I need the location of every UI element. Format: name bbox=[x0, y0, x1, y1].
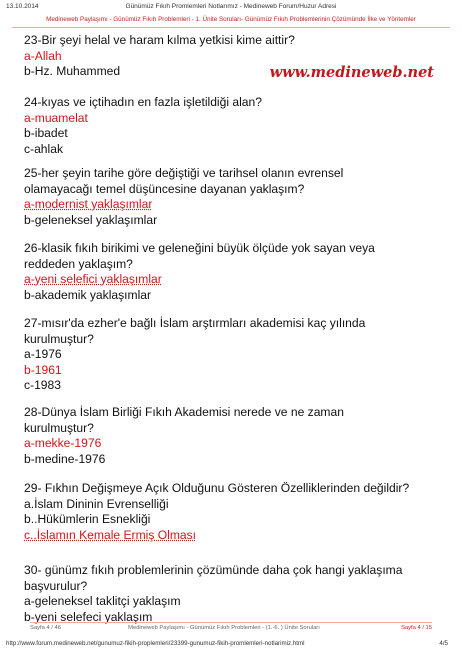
browser-page-title: Günümüz Fıkıh Promlemleri Notlarımız - Medineweb Forum/Huzur Adresi bbox=[125, 3, 337, 10]
question-4 bbox=[24, 241, 438, 303]
answer-option: a-1976 bbox=[24, 347, 62, 361]
footer-page-number: 4/5 bbox=[439, 640, 448, 647]
question-stem: 23-Bir şeyi helal ve haram kılma yetkisi kime aittir? bbox=[24, 33, 295, 47]
answer-option: b-medine-1976 bbox=[24, 451, 106, 466]
answer-option-correct: a-mekke-1976 bbox=[24, 436, 102, 450]
site-watermark: www.medineweb.net bbox=[269, 64, 434, 81]
browser-date: 13.10.2014 bbox=[6, 3, 39, 10]
answer-option-correct: b-1961 bbox=[24, 362, 62, 377]
question-2 bbox=[24, 95, 438, 157]
answer-option: a.İslam Dininin Evrenselliği bbox=[24, 496, 169, 511]
answer-option: b-ibadet bbox=[24, 126, 68, 140]
answer-option: b..Hükümlerin Esnekliği bbox=[24, 512, 151, 526]
question-stem: 25-her şeyin tarihe göre değiştiği ve tarihsel olanın evrensel bbox=[24, 166, 344, 180]
answer-option-correct: a-yeni selefici yaklaşımlar bbox=[24, 272, 162, 286]
document-page-counter: Sayfa 4 / 46 bbox=[30, 625, 61, 631]
answer-option-correct: a-modernist yaklaşımlar bbox=[24, 197, 153, 211]
question-7 bbox=[24, 481, 438, 543]
question-3 bbox=[24, 166, 438, 228]
answer-option-correct: c..İslamın Kemale Ermiş Olması bbox=[24, 527, 197, 542]
document-bottom-bar bbox=[30, 622, 432, 633]
question-stem: 27-mısır'da ezher'e bağlı İslam arştırmları akademisi kaç yılında bbox=[24, 316, 366, 330]
question-stem: 30- günümz fıkıh problemlerinin çözümünde daha çok hangi yaklaşıma bbox=[24, 563, 403, 577]
question-stem: başvurulur? bbox=[24, 578, 88, 593]
question-stem: 28-Dünya İslam Birliği Fıkıh Akademisi nerede ve ne zaman bbox=[24, 405, 344, 419]
question-stem: 29- Fıkhın Değişmeye Açık Olduğunu Gösteren Özelliklerinden değildir? bbox=[24, 481, 410, 495]
question-5 bbox=[24, 316, 438, 394]
answer-option: b-yeni selefeci yaklaşım bbox=[24, 609, 153, 624]
document-section-counter: Sayfa 4 / 15 bbox=[401, 625, 432, 631]
question-stem: reddeden yaklaşım? bbox=[24, 256, 133, 271]
question-1 bbox=[24, 33, 438, 80]
answer-option: b-geleneksel yaklaşımlar bbox=[24, 212, 158, 227]
answer-option: a-geleneksel taklitçi yaklaşım bbox=[24, 594, 181, 608]
question-stem: olamayacağı temel düşüncesine dayanan yaklaşım? bbox=[24, 181, 305, 196]
footer-url: http://www.forum.medineweb.net/gunumuz-fikih-proplemleri/23399-gunumuz-fikih-promlemleri-notlarimiz.html bbox=[6, 640, 305, 647]
answer-option-correct: a-muamelat bbox=[24, 110, 88, 125]
answer-option: b-akademik yaklaşımlar bbox=[24, 287, 152, 302]
answer-option: c-ahlak bbox=[24, 141, 63, 156]
question-stem: 24-kıyas ve içtihadın en fazla işletildiği alan? bbox=[24, 95, 262, 109]
question-stem: 26-klasik fıkıh birikimi ve geleneğini büyük ölçüde yok sayan veya bbox=[24, 241, 375, 255]
answer-option: b-Hz. Muhammed bbox=[24, 64, 121, 78]
question-8 bbox=[24, 563, 438, 625]
document-footer-title: Medineweb Paylaşımı - Günümüz Fıkıh Problemleri - (1.-6. ) Ünite Soruları bbox=[128, 625, 320, 631]
document-banner: Medineweb Paylaşımı - Günümüz Fıkıh Problemleri - 1. Ünite Soruları- Günümüz Fıkıh Problemlerinin Çözümünde İlke ve Yöntemler bbox=[12, 13, 450, 28]
question-6 bbox=[24, 405, 438, 467]
question-stem: kurulmuştur? bbox=[24, 331, 94, 346]
question-stem: kurulmuştur? bbox=[24, 420, 94, 435]
answer-option: c-1983 bbox=[24, 378, 61, 392]
answer-option-correct: a-Allah bbox=[24, 48, 62, 63]
